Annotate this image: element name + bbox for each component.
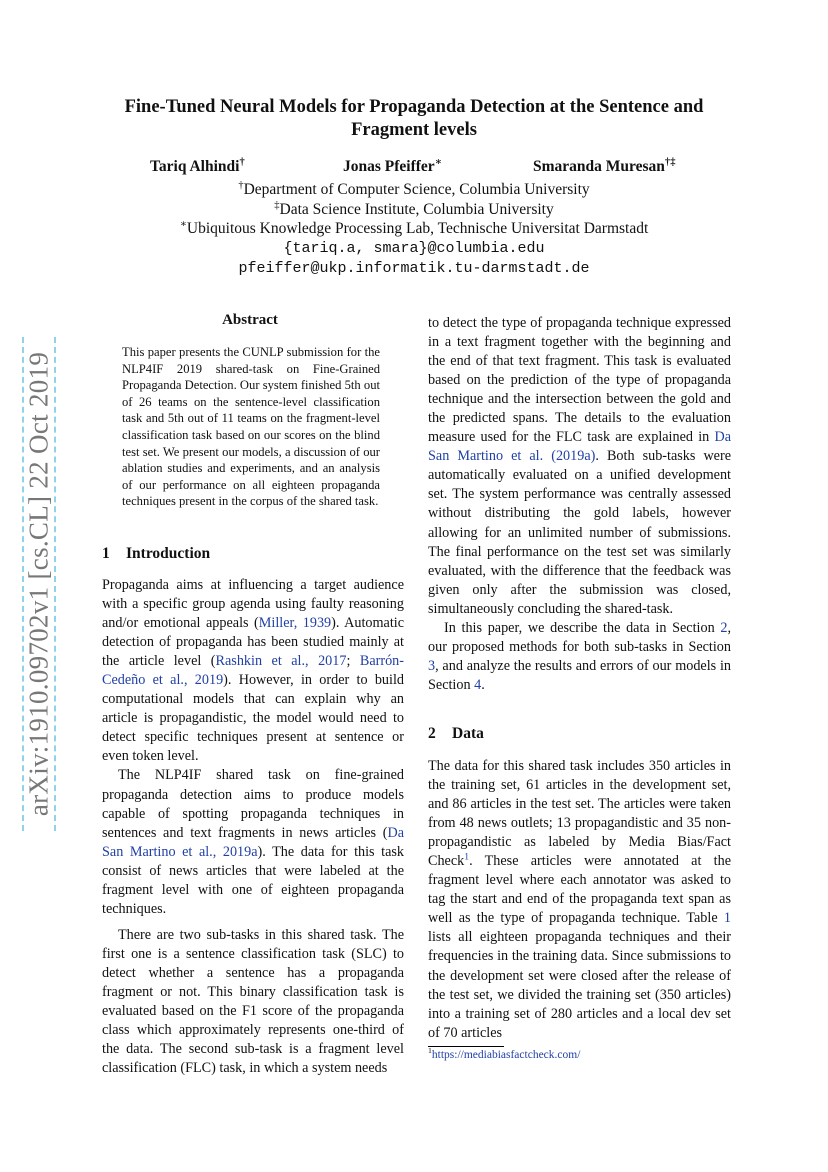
citation-miller[interactable]: Miller, 1939 (258, 615, 332, 632)
data-section-body (428, 757, 731, 1043)
author-2: Jonas Pfeiffer∗ (343, 156, 442, 175)
footnote-1: $^1$https://mediabiasfactcheck.com/ (428, 1046, 581, 1061)
author-3: Smaranda Muresan†‡ (533, 156, 676, 175)
ref-section-3[interactable]: 3 (428, 657, 436, 674)
citation-barron-cedeno[interactable]: Barrón-Cedeño et al., 2019 (102, 653, 404, 689)
intro-paragraph-5: In this paper, we describe the data in Section 2, our proposed methods for both sub-tasks in Section 3, and analyze the results and errors of our models in Section 4. (428, 619, 731, 693)
intro-paragraph-3: There are two sub-tasks in this shared task. The first one is a sentence classification task (SLC) to detect whether a sentence has a propaganda fragment or not. This binary classification task is evaluated based on the F1 score of the propaganda class which approximately represents one-third of the data. The second sub-task is a fragment level classification (FLC) task, in which a system needs (102, 926, 404, 1077)
email-columbia: {tariq.a, smara}@columbia.edu (283, 240, 545, 257)
abstract-text: This paper presents the CUNLP submission for the NLP4IF 2019 shared-task on Fine-Grained Propaganda Detection. Our system finished 5th out of 26 teams on the sentence-level classification task and 5th out of 11 teams on the fragment-level classification task based on our scores on the blind test set. We present our models, a discussion of our ablation studies and experiments, and an analysis of our performance on all eighteen propaganda techniques present in the corpus of the shared task. (122, 345, 380, 509)
affiliation-1: †Department of Computer Science, Columbia University (238, 179, 590, 198)
citation-da-san-martino[interactable]: Da San Martino et al., 2019a (102, 824, 404, 860)
intro-paragraph-4: to detect the type of propaganda technique expressed in a text fragment together with the beginning and the end of that text fragment. This task is evaluated based on the prediction of the type of propaganda technique and the intersection between the gold and the predicted spans. The details to the evaluation measure used for the FLC task are explained in Da San Martino et al. (2019a). Both sub-tasks were automatically evaluated on a unified development set. The system performance was centrally assessed without distributing the gold labels, however allowing for an unlimited number of submissions. The final performance on the test set was similarly evaluated, with the difference that the feedback was given only after the submission was closed, simultaneously concluding the shared-task. (428, 315, 732, 617)
paper-title: Fine-Tuned Neural Models for Propaganda Detection at the Sentence and Fragment levels (124, 97, 704, 140)
ref-section-4[interactable]: 4 (474, 676, 482, 693)
left-column-body (102, 576, 404, 1078)
section-heading-introduction: 1 Introduction (102, 545, 211, 562)
footnote-url-link[interactable]: https://mediabiasfactcheck.com/ (431, 1049, 581, 1061)
section-heading-data: 2 Data (428, 725, 484, 742)
email-ukp: pfeiffer@ukp.informatik.tu-darmstadt.de (238, 260, 590, 277)
data-paragraph: The data for this shared task includes 350 articles in the training set, 61 articles in the development set, and 86 articles in the test set. The articles were taken from 48 news outlets; 13 propagandistic and 35 non-propagandistic as labeled by Media Bias/Fact Check$^1$. These articles were annotated at the fragment level where each annotator was asked to tag the start and end of the propaganda text span as well as the type of propaganda technique. Table 1 lists all eighteen propaganda techniques and their frequencies in the training data. Since submissions to the development set were closed after the release of the test set, we divided the training set (350 articles) into a training set of 280 articles and a local dev set of 70 articles (428, 758, 731, 1041)
footnote-ref-1[interactable]: 1 (464, 851, 470, 863)
ref-table-1[interactable]: 1 (723, 910, 731, 927)
footnote-divider (428, 1046, 504, 1047)
abstract-heading: Abstract (222, 312, 278, 328)
intro-paragraph-2: The NLP4IF shared task on fine-grained propaganda detection aims to produce models capable of spotting propaganda techniques in sentences and text fragments in news articles (Da San Martino et al., 2019a). The data for this task consist of news articles that were labeled at the fragment level with one of eighteen propaganda techniques. (102, 767, 404, 917)
citation-da-san-martino-2[interactable]: Da San Martino et al. (2019a) (428, 429, 731, 465)
intro-paragraph-1: Propaganda aims at influencing a target audience with a specific group agenda using faulty reasoning and/or emotional appeals (Miller, 1939). Automatic detection of propaganda has been studied mainly at the article level (Rashkin et al., 2017; Barrón-Cedeño et al., 2019). However, in order to build computational models that can explain why an article is propagandistic, the model would need to detect specific techniques present at sentence or even token level. (102, 577, 405, 765)
arxiv-stamp[interactable] (22, 337, 56, 831)
right-column-body (428, 314, 731, 695)
arxiv-stamp-text: arXiv:1910.09702v1 [cs.CL] 22 Oct 2019 (23, 351, 54, 817)
ref-section-2[interactable]: 2 (720, 619, 728, 636)
author-1: Tariq Alhindi† (150, 156, 245, 175)
citation-rashkin[interactable]: Rashkin et al., 2017 (215, 653, 347, 670)
affiliation-3: ∗Ubiquitous Knowledge Processing Lab, Technische Universitat Darmstadt (179, 218, 649, 237)
affiliation-2: ‡Data Science Institute, Columbia University (274, 199, 554, 218)
